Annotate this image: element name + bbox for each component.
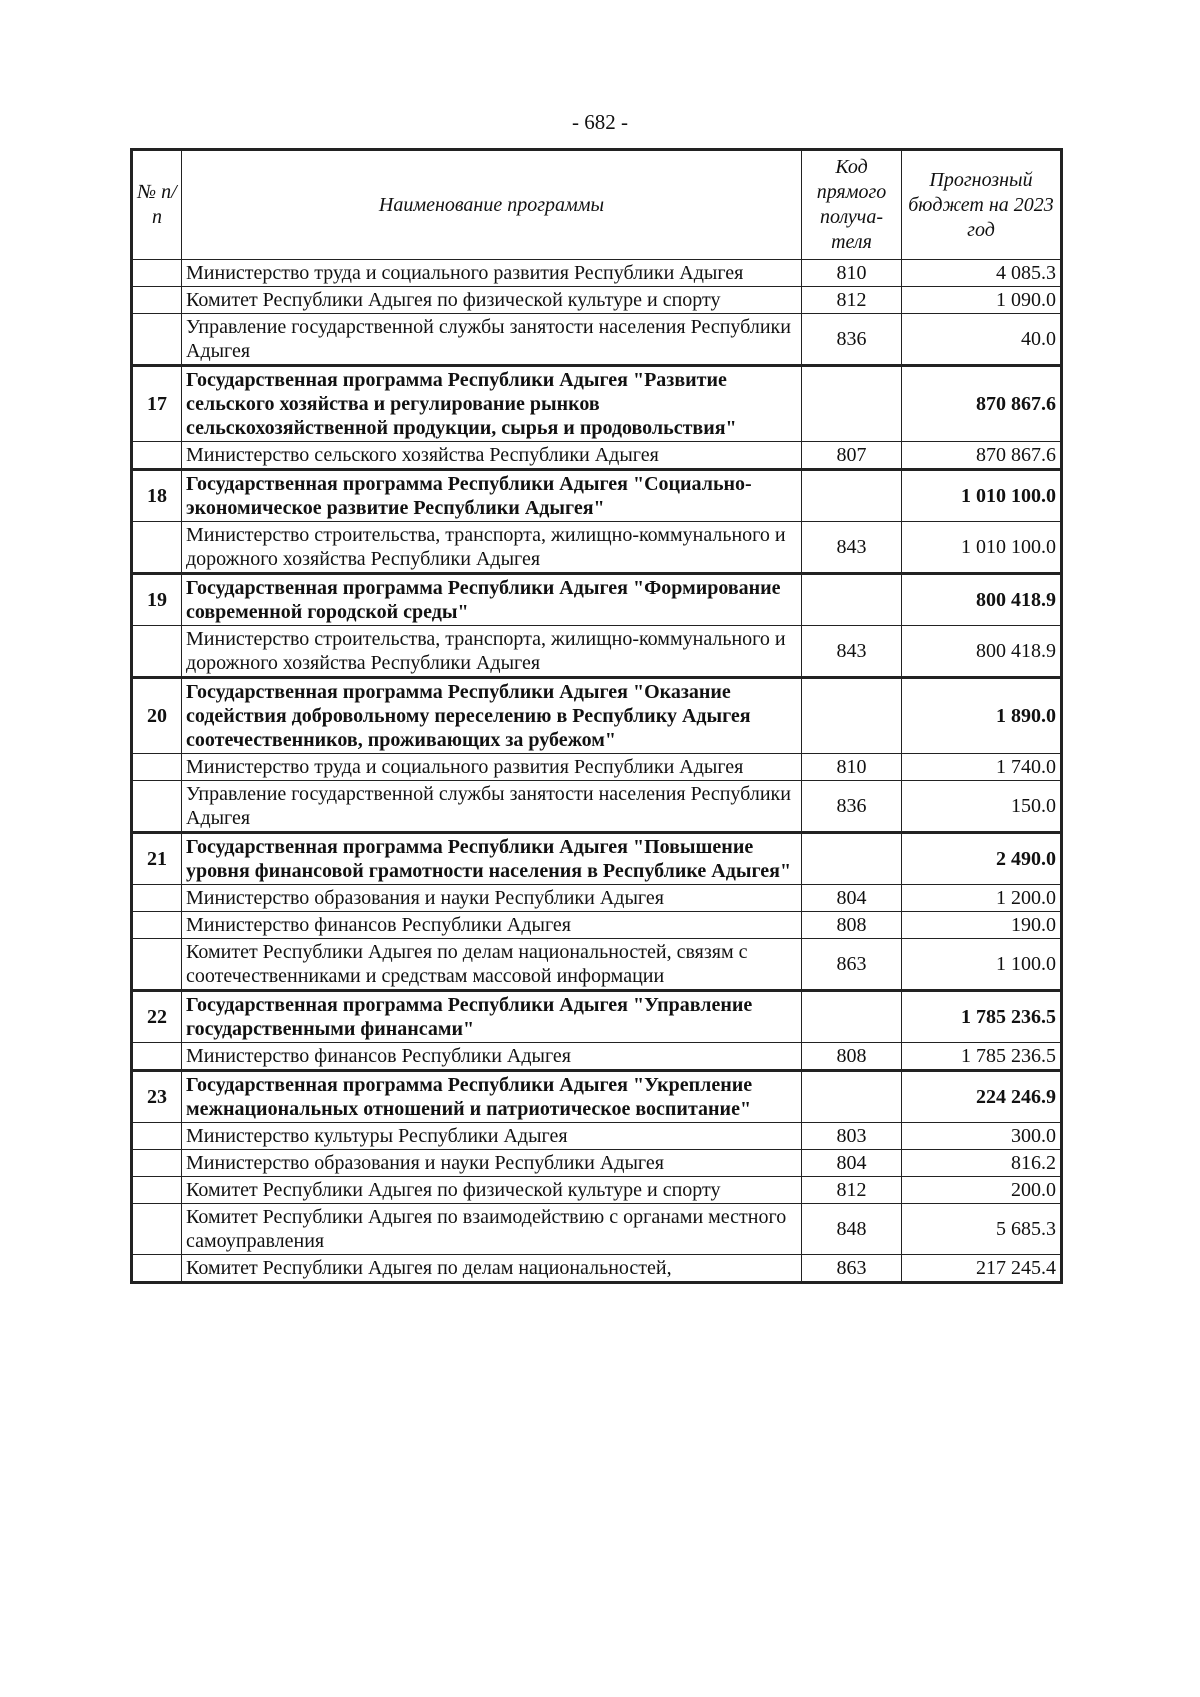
row-amount: 300.0 bbox=[902, 1123, 1062, 1150]
row-name: Государственная программа Республики Адыгея "Социально-экономическое развитие Республики Адыгея" bbox=[182, 470, 802, 522]
row-number: 17 bbox=[132, 366, 182, 442]
row-amount: 1 890.0 bbox=[902, 678, 1062, 754]
program-row bbox=[132, 833, 1062, 885]
row-name: Министерство финансов Республики Адыгея bbox=[182, 912, 802, 939]
table-row bbox=[132, 912, 1062, 939]
header-code: Код прямого получа-теля bbox=[802, 150, 902, 260]
row-number bbox=[132, 522, 182, 574]
row-name: Министерство строительства, транспорта, жилищно-коммунального и дорожного хозяйства Республики Адыгея bbox=[182, 626, 802, 678]
row-code: 810 bbox=[802, 260, 902, 287]
row-amount: 190.0 bbox=[902, 912, 1062, 939]
row-code: 863 bbox=[802, 939, 902, 991]
table-row bbox=[132, 260, 1062, 287]
row-number bbox=[132, 287, 182, 314]
row-amount: 217 245.4 bbox=[902, 1255, 1062, 1283]
row-code: 810 bbox=[802, 754, 902, 781]
row-number bbox=[132, 442, 182, 470]
table-row bbox=[132, 1255, 1062, 1283]
row-number bbox=[132, 1204, 182, 1255]
table-row bbox=[132, 885, 1062, 912]
row-amount: 1 100.0 bbox=[902, 939, 1062, 991]
row-amount: 1 090.0 bbox=[902, 287, 1062, 314]
row-code: 804 bbox=[802, 1150, 902, 1177]
row-code bbox=[802, 574, 902, 626]
row-name: Министерство строительства, транспорта, жилищно-коммунального и дорожного хозяйства Республики Адыгея bbox=[182, 522, 802, 574]
row-name: Государственная программа Республики Адыгея "Укрепление межнациональных отношений и патриотическое воспитание" bbox=[182, 1071, 802, 1123]
row-number bbox=[132, 626, 182, 678]
row-number: 20 bbox=[132, 678, 182, 754]
row-number bbox=[132, 939, 182, 991]
row-name: Министерство труда и социального развития Республики Адыгея bbox=[182, 754, 802, 781]
row-code: 803 bbox=[802, 1123, 902, 1150]
table-row bbox=[132, 1177, 1062, 1204]
table-row bbox=[132, 626, 1062, 678]
row-number: 19 bbox=[132, 574, 182, 626]
row-name: Комитет Республики Адыгея по делам национальностей, bbox=[182, 1255, 802, 1283]
row-name: Управление государственной службы занятости населения Республики Адыгея bbox=[182, 781, 802, 833]
row-number: 22 bbox=[132, 991, 182, 1043]
row-code: 836 bbox=[802, 314, 902, 366]
row-amount: 870 867.6 bbox=[902, 442, 1062, 470]
row-name: Государственная программа Республики Адыгея "Формирование современной городской среды" bbox=[182, 574, 802, 626]
program-row bbox=[132, 1071, 1062, 1123]
row-number bbox=[132, 1255, 182, 1283]
program-row bbox=[132, 574, 1062, 626]
row-amount: 800 418.9 bbox=[902, 626, 1062, 678]
row-code: 812 bbox=[802, 287, 902, 314]
row-name: Комитет Республики Адыгея по физической культуре и спорту bbox=[182, 1177, 802, 1204]
row-code bbox=[802, 470, 902, 522]
table-header-row bbox=[132, 150, 1062, 260]
page-number: - 682 - bbox=[572, 110, 628, 134]
table-row bbox=[132, 1150, 1062, 1177]
row-amount: 800 418.9 bbox=[902, 574, 1062, 626]
row-number bbox=[132, 1150, 182, 1177]
row-number bbox=[132, 1177, 182, 1204]
row-amount: 1 200.0 bbox=[902, 885, 1062, 912]
row-number: 21 bbox=[132, 833, 182, 885]
row-amount: 1 010 100.0 bbox=[902, 470, 1062, 522]
row-amount: 1 785 236.5 bbox=[902, 991, 1062, 1043]
row-amount: 1 785 236.5 bbox=[902, 1043, 1062, 1071]
table-body bbox=[132, 260, 1062, 1283]
row-code: 836 bbox=[802, 781, 902, 833]
row-code: 812 bbox=[802, 1177, 902, 1204]
row-amount: 5 685.3 bbox=[902, 1204, 1062, 1255]
table-row bbox=[132, 1204, 1062, 1255]
row-number bbox=[132, 885, 182, 912]
row-number bbox=[132, 1123, 182, 1150]
table-row bbox=[132, 754, 1062, 781]
row-amount: 224 246.9 bbox=[902, 1071, 1062, 1123]
program-row bbox=[132, 678, 1062, 754]
row-code: 808 bbox=[802, 912, 902, 939]
row-name: Министерство сельского хозяйства Республики Адыгея bbox=[182, 442, 802, 470]
program-row bbox=[132, 991, 1062, 1043]
row-code: 804 bbox=[802, 885, 902, 912]
row-amount: 200.0 bbox=[902, 1177, 1062, 1204]
row-code bbox=[802, 678, 902, 754]
row-code bbox=[802, 1071, 902, 1123]
row-number bbox=[132, 912, 182, 939]
program-row bbox=[132, 470, 1062, 522]
row-amount: 2 490.0 bbox=[902, 833, 1062, 885]
row-code: 808 bbox=[802, 1043, 902, 1071]
row-number bbox=[132, 754, 182, 781]
row-name: Министерство труда и социального развития Республики Адыгея bbox=[182, 260, 802, 287]
header-name: Наименование программы bbox=[182, 150, 802, 260]
budget-table bbox=[130, 148, 1063, 1284]
row-number: 18 bbox=[132, 470, 182, 522]
row-name: Управление государственной службы занятости населения Республики Адыгея bbox=[182, 314, 802, 366]
table-row bbox=[132, 1123, 1062, 1150]
row-number bbox=[132, 1043, 182, 1071]
row-name: Министерство образования и науки Республики Адыгея bbox=[182, 885, 802, 912]
row-amount: 870 867.6 bbox=[902, 366, 1062, 442]
table-row bbox=[132, 522, 1062, 574]
row-amount: 816.2 bbox=[902, 1150, 1062, 1177]
row-name: Комитет Республики Адыгея по физической культуре и спорту bbox=[182, 287, 802, 314]
row-name: Государственная программа Республики Адыгея "Оказание содействия добровольному переселению в Республику Адыгея соотечественников, проживающих за рубежом" bbox=[182, 678, 802, 754]
row-name: Государственная программа Республики Адыгея "Управление государственными финансами" bbox=[182, 991, 802, 1043]
header-num: № п/п bbox=[132, 150, 182, 260]
row-number: 23 bbox=[132, 1071, 182, 1123]
table-row bbox=[132, 287, 1062, 314]
row-number bbox=[132, 781, 182, 833]
row-amount: 1 010 100.0 bbox=[902, 522, 1062, 574]
row-amount: 40.0 bbox=[902, 314, 1062, 366]
table-row bbox=[132, 1043, 1062, 1071]
row-amount: 1 740.0 bbox=[902, 754, 1062, 781]
header-budget: Прогнозный бюджет на 2023 год bbox=[902, 150, 1062, 260]
row-code: 863 bbox=[802, 1255, 902, 1283]
row-amount: 4 085.3 bbox=[902, 260, 1062, 287]
table-row bbox=[132, 442, 1062, 470]
row-code bbox=[802, 991, 902, 1043]
row-code: 843 bbox=[802, 522, 902, 574]
row-code: 807 bbox=[802, 442, 902, 470]
row-code: 848 bbox=[802, 1204, 902, 1255]
row-name: Министерство финансов Республики Адыгея bbox=[182, 1043, 802, 1071]
table-row bbox=[132, 781, 1062, 833]
row-code: 843 bbox=[802, 626, 902, 678]
row-name: Государственная программа Республики Адыгея "Повышение уровня финансовой грамотности населения в Республике Адыгея" bbox=[182, 833, 802, 885]
row-name: Комитет Республики Адыгея по делам национальностей, связям с соотечественниками и средствам массовой информации bbox=[182, 939, 802, 991]
row-code bbox=[802, 833, 902, 885]
table-row bbox=[132, 314, 1062, 366]
row-number bbox=[132, 314, 182, 366]
row-name: Государственная программа Республики Адыгея "Развитие сельского хозяйства и регулирование рынков сельскохозяйственной продукции, сырья и продовольствия" bbox=[182, 366, 802, 442]
row-code bbox=[802, 366, 902, 442]
row-name: Комитет Республики Адыгея по взаимодействию с органами местного самоуправления bbox=[182, 1204, 802, 1255]
program-row bbox=[132, 366, 1062, 442]
row-amount: 150.0 bbox=[902, 781, 1062, 833]
row-name: Министерство образования и науки Республики Адыгея bbox=[182, 1150, 802, 1177]
row-name: Министерство культуры Республики Адыгея bbox=[182, 1123, 802, 1150]
table-row bbox=[132, 939, 1062, 991]
row-number bbox=[132, 260, 182, 287]
